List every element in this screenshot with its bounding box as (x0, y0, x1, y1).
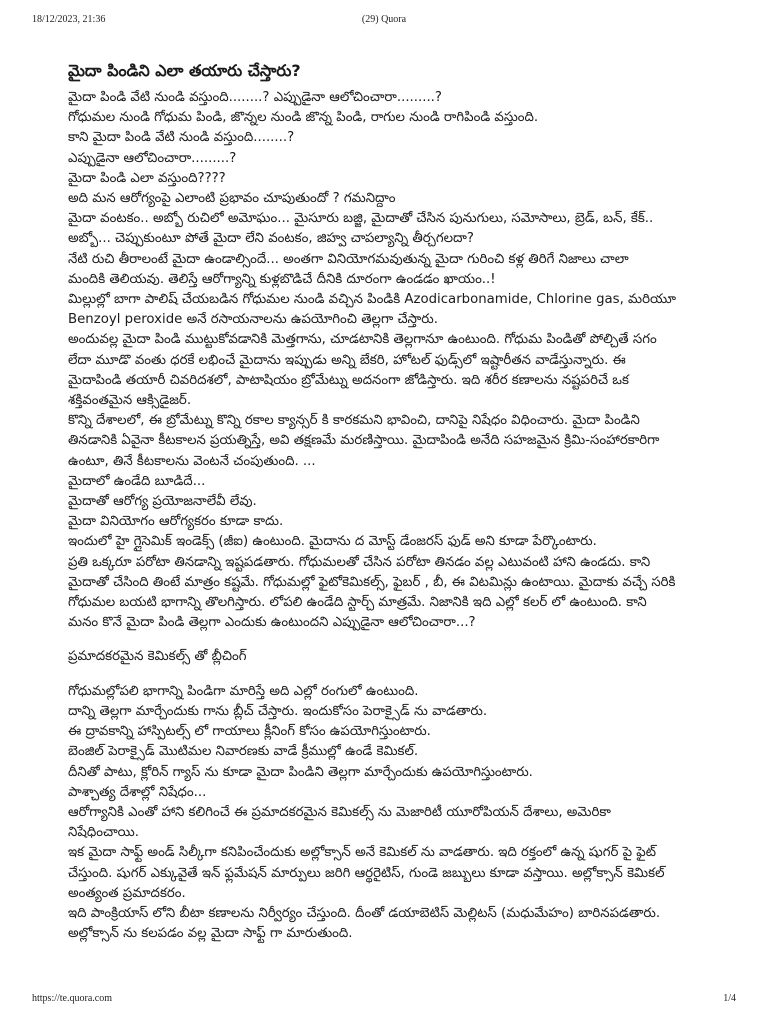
section-heading: ప్రమాదకరమైన కెమికల్స్ తో బ్లీచింగ్ (68, 649, 247, 665)
article-body-block-1 (68, 88, 728, 633)
text-line: మైదాలో ఉండేది బూడిదే... (68, 473, 206, 489)
text-line: ఇది పాంక్రియాస్ లోని బీటా కణాలను నిర్వీర్యం చేస్తుంది. దీంతో డయాబెటిస్ మెల్లిటస్ (మధుమేహం) బారినపడతారు. (68, 905, 661, 921)
text-line: ఉంటూ, తినే కీటకాలను వెంటనే చంపుతుంది. ... (68, 453, 316, 469)
text-line: అది మన ఆరోగ్యంపై ఎలాంటి ప్రభావం చూపుతుందో ? గమనిద్దాం (68, 191, 396, 207)
article-body-block-2 (68, 682, 728, 945)
text-line: మిల్లుల్లో బాగా పాలిష్ చేయబడిన గోధుమల నుండి వచ్చిన పిండికి Azodicarbonamide, Chlorine gas, మరియూ (68, 292, 676, 308)
text-line: మందికి తెలియవు. తెలిస్తే ఆరోగ్యాన్ని కుళ్లబొడిచే దీనికి దూరంగా ఉండడం ఖాయం..! (68, 271, 496, 287)
text-line: దాన్ని తెల్లగా మార్చేందుకు గాను బ్లీచ్ చేస్తారు. ఇందుకోసం పెరాక్సైడ్ ను వాడతారు. (68, 703, 488, 719)
text-line: మనం కొనే మైదా పిండి తెల్లగా ఎందుకు ఉంటుందని ఎప్పుడైనా ఆలోచించారా...? (68, 615, 476, 631)
text-line: మైదా పిండి ఎలా వస్తుంది???? (68, 170, 226, 186)
text-line: దీనితో పాటు, క్లోరిన్ గ్యాస్ ను కూడా మైదా పిండిని తెల్లగా మార్చేందుకు ఉపయోగిస్తుంటారు. (68, 764, 533, 780)
text-line: మైదాతో ఆరోగ్య ప్రయోజనాలేవీ లేవు. (68, 494, 257, 510)
text-line: గోధుమల బయటి భాగాన్ని తొలగిస్తారు. లోపలి ఉండేది స్టార్చ్ మాత్రమే. నిజానికి ఇది ఎల్లో కలర్ లో ఉంటుంది. కాని (68, 595, 647, 611)
text-line: మైదాతో చేసింది తింటే మాత్రం కష్టమే. గోధుమల్లో ఫైటోకెమికల్స్, ఫైబర్ , బీ, ఈ విటమిన్లు ఉంటాయి. మైదాకు వచ్చే సరికి (68, 574, 676, 590)
text-line: నిషేధించాయి. (68, 825, 139, 841)
text-line: ప్రతి ఒక్కరూ పరోటా తినడాన్ని ఇష్టపడతారు. గోధుమలతో చేసిన పరోటా తినడం వల్ల ఎటువంటి హాని ఉండదు. కాని (68, 554, 651, 570)
page-number: 1/4 (723, 993, 736, 1004)
text-line: గోధుమల్లోపలి భాగాన్ని పిండిగా మారిస్తే అది ఎల్లో రంగులో ఉంటుంది. (68, 683, 419, 699)
text-line: ఇక మైదా సాఫ్ట్ అండ్ సిల్కీగా కనిపించేందుకు అల్లోక్సాన్ అనే కెమికల్ ను వాడతారు. ఇది రక్తంలో ఉన్న షుగర్ పై ఫైట్ (68, 845, 656, 861)
text-line: ఇందులో హై గ్లైసెమిక్ ఇండెక్స్ (జీఐ) ఉంటుంది. మైదాను ద మోస్ట్ డేంజరస్ ఫుడ్ అని కూడా పేర్కొంటారు. (68, 534, 597, 550)
text-line: ఆరోగ్యానికి ఎంతో హాని కలిగించే ఈ ప్రమాదకరమైన కెమికల్స్ ను మెజారిటీ యూరోపియన్ దేశాలు, అమెరికా (68, 804, 611, 820)
text-line: ఈ ద్రావకాన్ని హాస్పిటల్స్ లో గాయాలు క్లీనింగ్ కోసం ఉపయోగిస్తుంటారు. (68, 724, 431, 740)
text-line: పాశ్చాత్య దేశాల్లో నిషేధం... (68, 784, 207, 800)
article-title: మైదా పిండిని ఎలా తయారు చేస్తారు? (68, 61, 301, 80)
text-line: గోధుమల నుండి గోధుమ పిండి, జొన్నల నుండి జొన్న పిండి, రాగుల నుండి రాగిపిండి వస్తుంది. (68, 110, 539, 126)
text-line: అంత్యంత ప్రమాదకరం. (68, 885, 186, 901)
text-line: Benzoyl peroxide అనే రసాయనాలను ఉపయోగించి తెల్లగా చేస్తారు. (68, 312, 438, 328)
text-line: కొన్ని దేశాలలో, ఈ బ్రోమేట్ను కొన్ని రకాల క్యాన్సర్ కి కారకమని భావించి, దానిపై నిషేధం విధించారు. మైదా పిండిని (68, 413, 640, 429)
text-line: మైదా పిండి వేటి నుండి వస్తుంది........? ఎప్పుడైనా ఆలోచించారా.........? (68, 90, 442, 105)
print-header (32, 14, 736, 28)
article (68, 58, 728, 944)
text-line: లేదా మూడొ వంతు ధరకే లభించే మైదాను ఇప్పుడు అన్ని బేకరి, హోటల్ ఫుడ్స్‌లో ఇష్టారీతన వాడేస్తున్నారు. ఈ (68, 352, 626, 368)
print-tab-title: (29) Quora (361, 14, 407, 25)
text-line: బెంజిల్ పెరాక్సైడ్ మొటిమల నివారణకు వాడే క్రీముల్లో ఉండే కెమికల్. (68, 744, 419, 760)
text-line: శక్తివంతమైన ఆక్సిడైజర్. (68, 393, 192, 409)
text-line: మైదా వంటకం.. అబ్బో రుచిలో అమోఘం... మైసూరు బజ్జి, మైదాతో చేసిన పునుగులు, సమోసాలు, బ్రెడ్, బన్, కేక్.. (68, 211, 654, 227)
text-line: కాని మైదా పిండి వేటి నుండి వస్తుంది........? (68, 130, 295, 146)
text-line: నేటి రుచి తీరాలంటే మైదా ఉండాల్సిందే... అంతగా వినియోగమవుతున్న మైదా గురించి కళ్ల తిరిగే నిజాలు చాలా (68, 251, 629, 267)
text-line: మైదా వినియోగం ఆరోగ్యకరం కూడా కాదు. (68, 514, 284, 530)
text-line: మైదాపిండి తయారీ చివరిదశలో, పాటాషియం బ్రోమేట్ను అదనంగా జోడిస్తారు. ఇది శరీర కణాలను నష్టపరిచే ఒక (68, 372, 629, 388)
print-datetime: 18/12/2023, 21:36 (32, 14, 106, 25)
text-line: అబ్బో... చెప్పుకుంటూ పోతే మైదా లేని వంటకం, జిహ్వ చాపల్యాన్ని తీర్చగలదా? (68, 231, 474, 247)
text-line: అల్లోక్సాన్ ను కలపడం వల్ల మైదా సాఫ్ట్ గా మారుతుంది. (68, 926, 353, 942)
text-line: చేస్తుంది. షుగర్ ఎక్కువైతే ఇన్ ఫ్లమేషన్ మార్పులు జరిగి ఆర్థరైటిస్, గుండె జబ్బులు కూడా వస్తాయి. అల్లోక్సాన్ కెమికల్ (68, 865, 665, 881)
text-line: తినడానికి ఏవైనా కీటకాలన ప్రయత్నిస్తే, అవి తక్షణమే మరణిస్తాయి. మైదాపిండి అనేది సహజమైన క్రిమి-సంహారకారిగా (68, 433, 660, 449)
text-line: అందువల్ల మైదా పిండి ముట్టుకోవడానికి మెత్తగాను, చూడటానికి తెల్లగానూ ఉంటుంది. గోధుమ పిండితో పోల్చితే సగం (68, 332, 657, 348)
page-url: https://te.quora.com (32, 993, 112, 1004)
print-footer (32, 993, 736, 1007)
text-line: ఎప్పుడైనా ఆలోచించారా.........? (68, 150, 237, 166)
